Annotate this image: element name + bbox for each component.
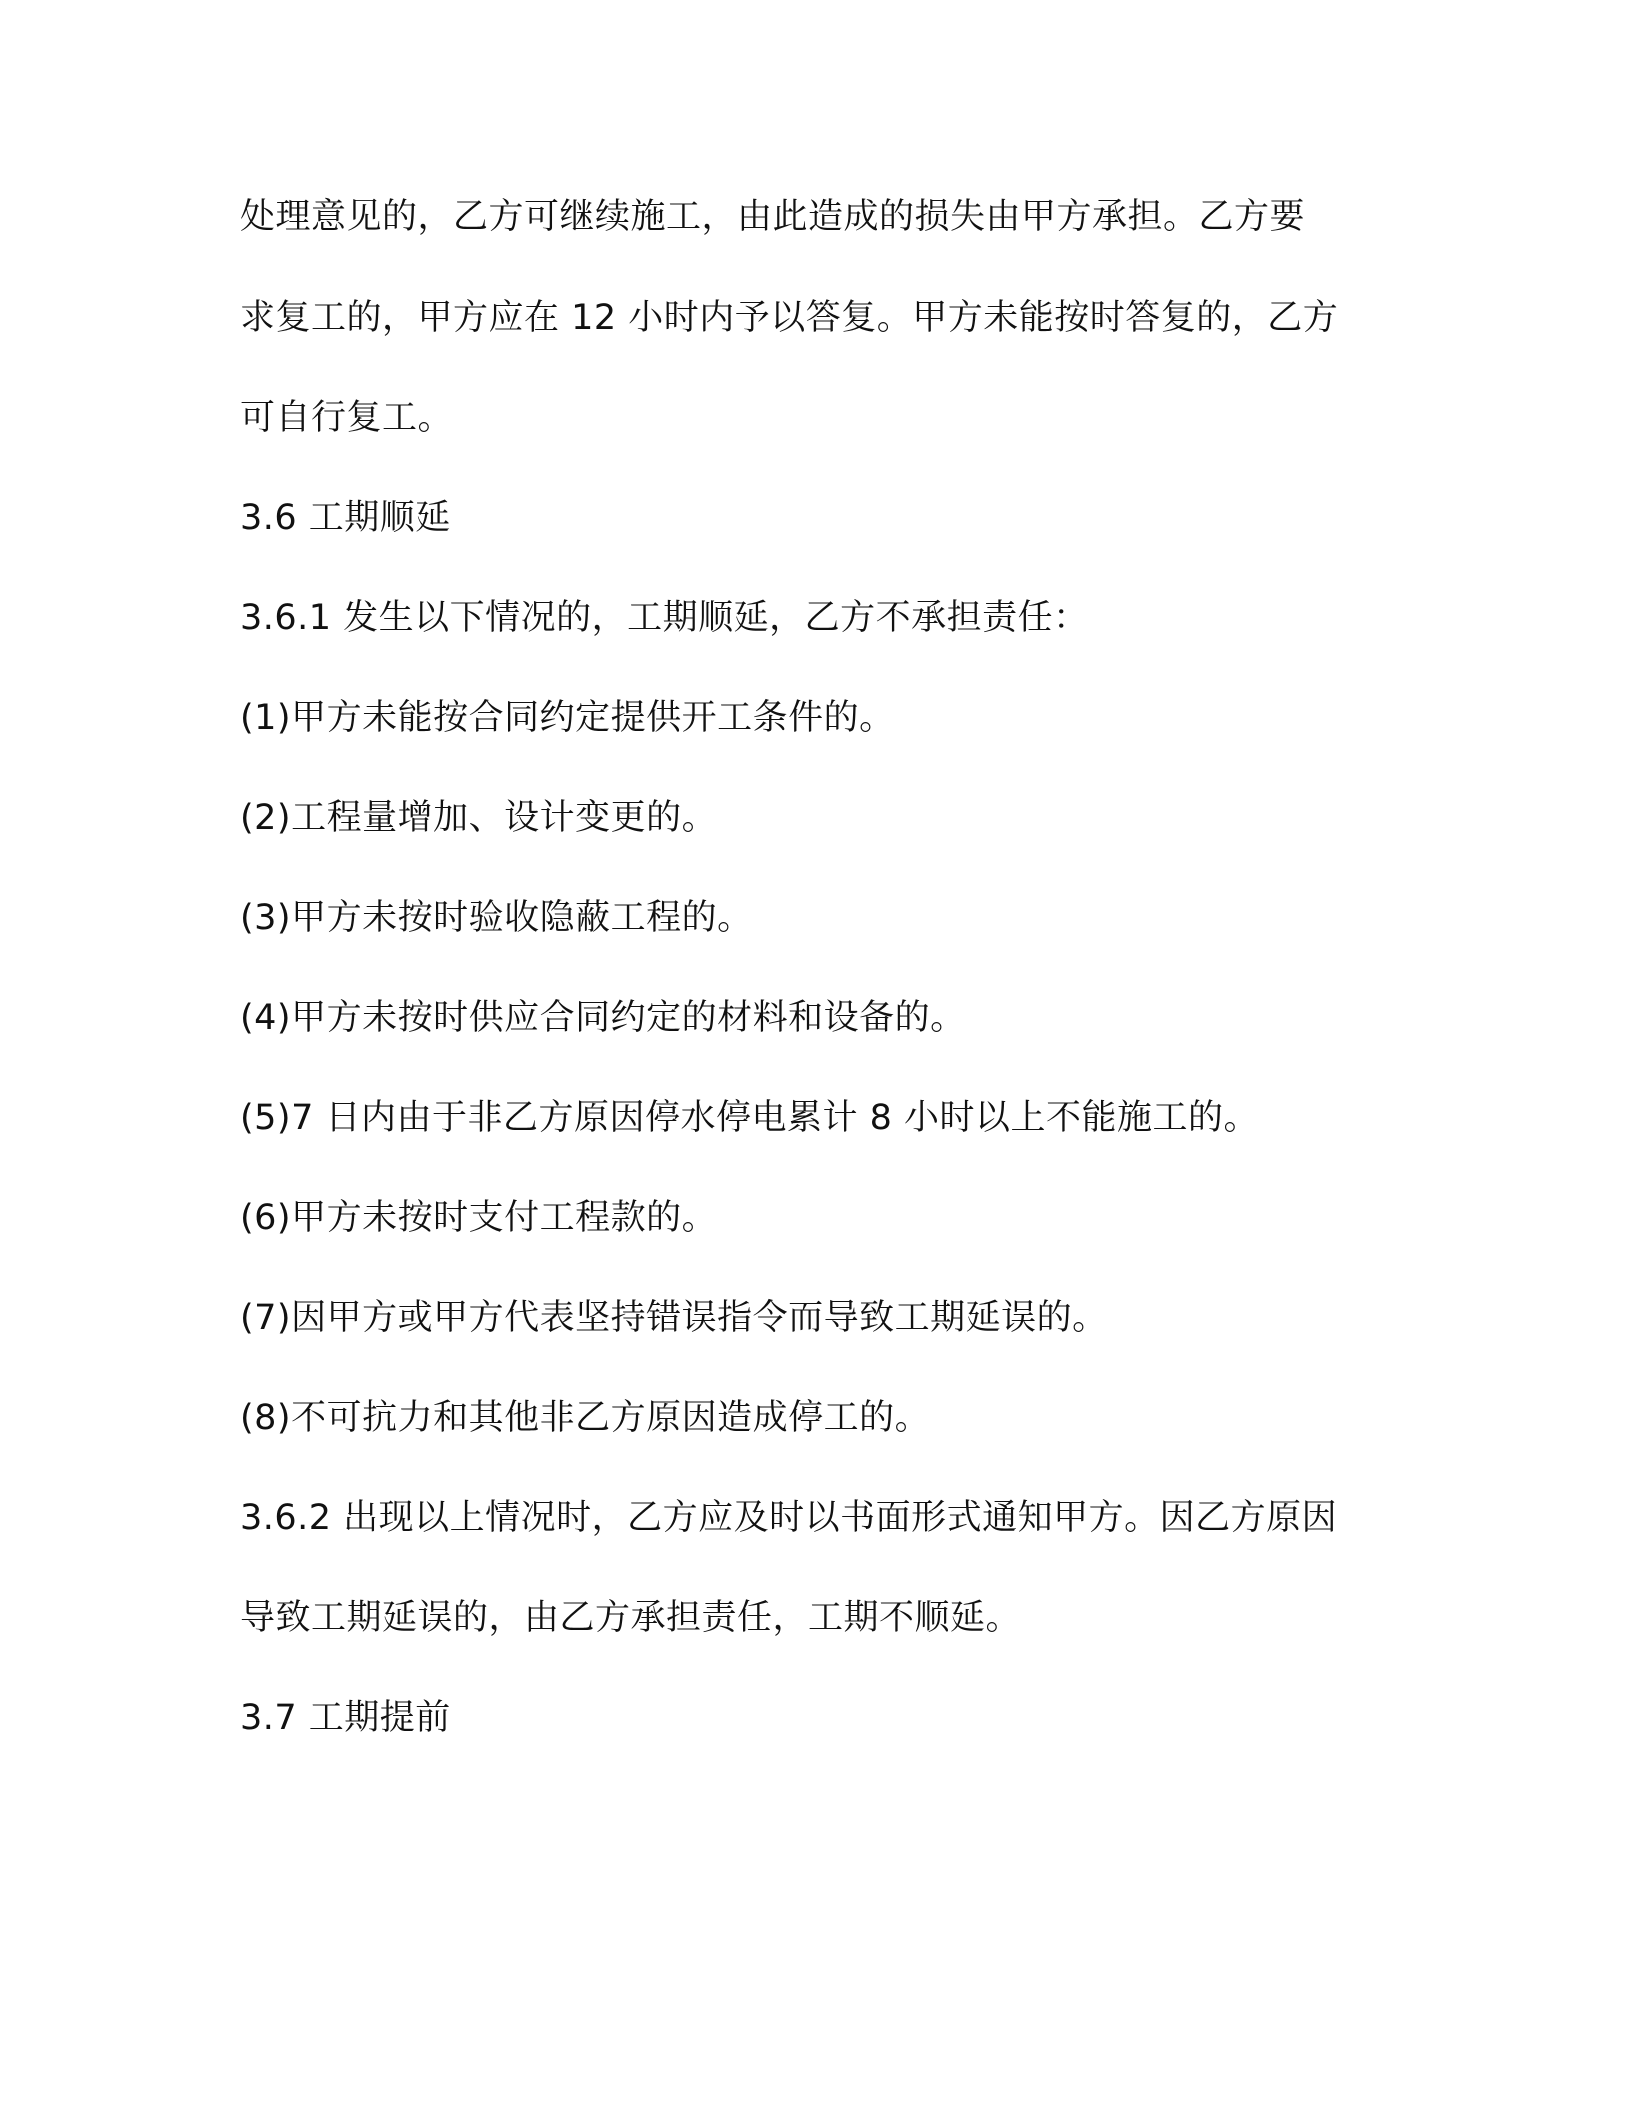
clause-3-6-1: 3.6.1 发生以下情况的，工期顺延，乙方不承担责任： bbox=[240, 598, 1089, 638]
list-item-2: (2)工程量增加、设计变更的。 bbox=[240, 798, 718, 838]
clause-3-6-2-line-1: 3.6.2 出现以上情况时，乙方应及时以书面形式通知甲方。因乙方原因 bbox=[240, 1498, 1338, 1538]
paragraph-line-continuation-1: 处理意见的，乙方可继续施工，由此造成的损失由甲方承担。乙方要 bbox=[240, 197, 1306, 237]
section-heading-3-7: 3.7 工期提前 bbox=[240, 1698, 451, 1738]
list-item-4: (4)甲方未按时供应合同约定的材料和设备的。 bbox=[240, 998, 966, 1038]
clause-3-6-2-line-2: 导致工期延误的，由乙方承担责任，工期不顺延。 bbox=[240, 1598, 1022, 1638]
list-item-1: (1)甲方未能按合同约定提供开工条件的。 bbox=[240, 698, 895, 738]
section-heading-3-6: 3.6 工期顺延 bbox=[240, 498, 451, 538]
paragraph-line-continuation-2: 求复工的，甲方应在 12 小时内予以答复。甲方未能按时答复的，乙方 bbox=[240, 298, 1339, 338]
list-item-3: (3)甲方未按时验收隐蔽工程的。 bbox=[240, 898, 753, 938]
list-item-6: (6)甲方未按时支付工程款的。 bbox=[240, 1198, 718, 1238]
list-item-5: (5)7 日内由于非乙方原因停水停电累计 8 小时以上不能施工的。 bbox=[240, 1098, 1259, 1138]
list-item-7: (7)因甲方或甲方代表坚持错误指令而导致工期延误的。 bbox=[240, 1298, 1108, 1338]
list-item-8: (8)不可抗力和其他非乙方原因造成停工的。 bbox=[240, 1398, 931, 1438]
paragraph-line-continuation-3: 可自行复工。 bbox=[240, 398, 454, 438]
